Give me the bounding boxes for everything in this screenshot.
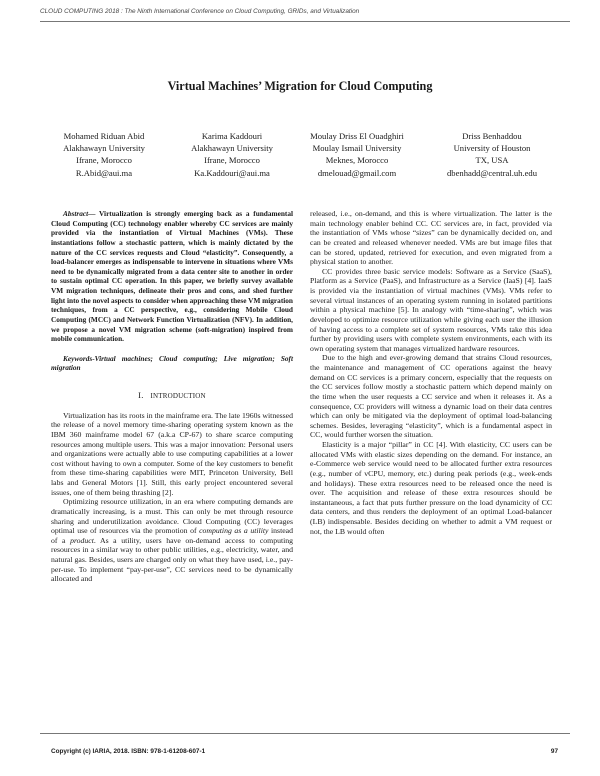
- body-paragraph: [51, 497, 293, 584]
- author-affiliation: Alakhawayn University: [63, 143, 145, 154]
- keywords: Keywords-Virtual machines; Cloud computing; Live migration; Soft migration: [51, 353, 293, 373]
- right-column: [310, 209, 552, 536]
- author-name: Mohamed Riduan Abid: [63, 131, 145, 141]
- paper-title: Virtual Machines’ Migration for Cloud Computing: [167, 79, 433, 93]
- body-paragraph: Elasticity is a major “pillar” in CC [4]. With elasticity, CC users can be allocated VMs with elastic sizes depending on the demand. For instance, an e-Commerce web service would need to be allocated further extra resources (e.g., number of vCPU, memory, etc.) during peak periods (e.g., week-ends and holidays). These extra resources need to be released once the need is over. The acquisition and release of these extra resources should be instantaneous, a fact that puts further pressure on the load dynamicity of CC data centers, and thus renders the deployment of an optimal Load-balancer (LB) indispensable. Besides deciding on whether to admit a VM request or not, the LB would often: [310, 440, 552, 536]
- footer-rule: [40, 733, 570, 734]
- author-location: Ifrane, Morocco: [204, 155, 260, 166]
- section-heading: [51, 391, 293, 402]
- author-location: TX, USA: [475, 155, 509, 166]
- author-email: Ka.Kaddouri@aui.ma: [194, 167, 270, 178]
- body-paragraph: released, i.e., on-demand, and this is where virtualization. The latter is the main technology enabler behind CC. CC services are, in fact, provided via the instantiation of VMs whose “sizes” can be dynamically decided on, and can be created and released whenever needed. VMs are but image files that can be stored, updated, retrieved for execution, and even migrated from a physical station to another.: [310, 209, 552, 267]
- author-block: [48, 130, 556, 180]
- body-emphasis: computing as a utility: [199, 526, 269, 536]
- body-text: . As a utility, users have on-demand access to computing resources in a similar way to other public utilities, e.g., electricity, water, and natural gas. Besides, users are charged only on what they have used, i.e., pay-per-use. To implement “pay-per-use”, CC services need to be dynamically allocated and: [51, 535, 293, 584]
- author-email: R.Abid@aui.ma: [75, 167, 133, 178]
- body-text: Optimizing resource utilization, in an era where computing demands are dramatically increasing, is a must. This can only be met through resource sharing and underutilization avoidance. Cloud Computing (CC) leverages optimal use of resources via the promotion of: [51, 497, 293, 536]
- author-name: Moulay Driss El Ouadghiri: [310, 131, 404, 141]
- abstract-label: Abstract: [63, 209, 89, 218]
- header-rule: [40, 21, 570, 22]
- section-number: I.: [138, 390, 144, 400]
- author-affiliation: University of Houston: [453, 143, 531, 154]
- author-2: [176, 130, 288, 179]
- body-text: instead of a: [51, 526, 293, 545]
- author-location: Ifrane, Morocco: [76, 155, 132, 166]
- body-paragraph: CC provides three basic service models: Software as a Service (SaaS), Platform as a Service (PaaS), and Infrastructure as a Service (IaaS) [4]. IaaS is provided via the instantiation of virtual machines (VMs). VMs refer to several virtual instances of an operating system running in isolated partitions within a physical machine [5]. In analogy with “time-sharing”, which was developed to optimize resource utilization while giving each user the illusion of having access to a complete set of system resources, VMs take this idea further by providing users with complete system environments, each with its own operating system that manages virtualized hardware resources.: [310, 266, 552, 353]
- body-paragraph: Virtualization has its roots in the mainframe era. The late 1960s witnessed the release of a novel memory time-sharing operating system known as the IBM 360 mainframe model 67 (a.k.a CP-67) to share scarce computing resources among multiple users. This was a major innovation: Personal users and organizations were actually able to use computing capabilities at a lower cost without having to own a computer. Some of the key customers to benefit from these time-sharing capabilities were MIT, Princeton University, Bell labs and General Motors [1]. Still, this early project encountered several issues, one of them being thrashing [2].: [51, 410, 293, 497]
- author-affiliation: Moulay Ismail University: [312, 143, 402, 154]
- section-title: INTRODUCTION: [150, 392, 206, 400]
- author-email: dbenhadd@central.uh.edu: [447, 167, 537, 178]
- body-emphasis: product: [70, 535, 94, 545]
- body-paragraph: Due to the high and ever-growing demand that strains Cloud resources, the maintenance and management of CC operations against the heavy demand on CC services is a primary concern, especially that the requests on the CC services follow mostly a stochastic pattern which depend mainly on the time when the user requests a CC service and when it releases it. As a consequence, CC providers will witness a dynamic load on their data centres which can only be mitigated via the deployment of optimal load-balancing schemes. Besides, leveraging “elasticity”, which is a fundamental aspect in CC, would further worsen the situation.: [310, 353, 552, 440]
- copyright-notice: Copyright (c) IARIA, 2018. ISBN: 978-1-61208-607-1: [51, 748, 206, 755]
- running-head: CLOUD COMPUTING 2018 : The Ninth International Conference on Cloud Computing, GRIDs, and Virtualization: [40, 8, 360, 15]
- author-location: Meknes, Morocco: [325, 155, 389, 166]
- left-column: [51, 209, 293, 584]
- abstract: [51, 209, 293, 344]
- abstract-text: — Virtualization is strongly emerging back as a fundamental Cloud Computing (CC) technology enabler whereby CC services are mainly provided via the instantiation of Virtual Machines (VMs). These instantiations follow a stochastic pattern, which is mainly dictated by the nature of the CC services requests and Cloud “elasticity”. Consequently, a load-balancer emerges as indispensable to intervene in situations where VMs need to be dynamically migrated from a data center site to another in order to sustain optimal CC operation. In this paper, we briefly survey available VM migration techniques, delineate their pros and cons, and shed further light into the novel aspects to consider when approaching these VM migration techniques, from a CC perspective, e.g., considering Mobile Cloud Computing (MCC) and Network Function Virtualization (NFV). In addition, we propose a novel VM migration scheme (soft-migration) inspired from mobile communication.: [51, 209, 293, 344]
- author-1: [48, 130, 160, 179]
- author-name: Driss Benhaddou: [462, 131, 522, 141]
- page-number: 97: [550, 748, 558, 755]
- author-email: dmelouad@gmail.com: [317, 167, 397, 178]
- author-4: [428, 130, 556, 179]
- author-affiliation: Alakhawayn University: [191, 143, 273, 154]
- author-3: [292, 130, 422, 179]
- author-name: Karima Kaddouri: [201, 131, 263, 141]
